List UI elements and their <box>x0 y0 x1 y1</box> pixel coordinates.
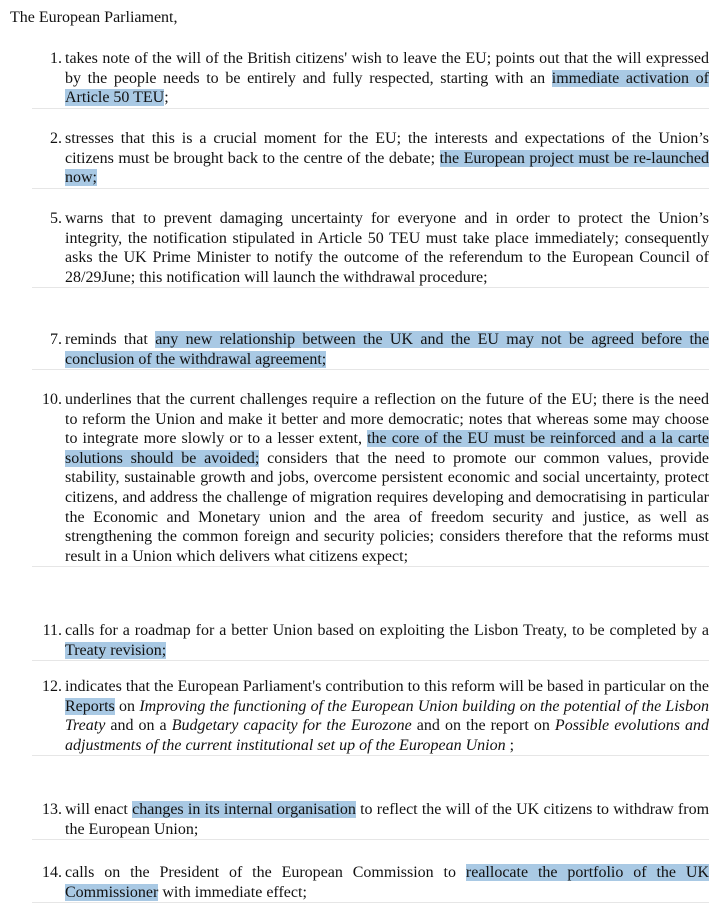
paragraph-text <box>65 621 709 660</box>
paragraph-text <box>65 863 709 902</box>
paragraph-10 <box>32 390 709 567</box>
paragraph-11 <box>32 621 709 661</box>
italic-title-text: Budgetary capacity for the Eurozone <box>171 717 412 735</box>
paragraph-13 <box>32 800 709 840</box>
text-segment: with immediate effect; <box>158 883 307 901</box>
paragraph-text <box>65 209 709 287</box>
paragraph-number: 5. <box>50 210 62 227</box>
text-segment: on <box>114 697 140 715</box>
paragraph-14 <box>32 863 709 903</box>
paragraph-7 <box>32 330 709 370</box>
text-segment: reminds that <box>65 331 156 348</box>
text-segment: will enact <box>65 801 133 818</box>
highlighted-text: changes in its internal organisation <box>132 801 356 818</box>
paragraph-number: 7. <box>50 331 62 348</box>
paragraph-text <box>65 330 709 369</box>
text-segment: stresses that this is a crucial moment for the EU; the interests and expectations of the Union’s citizens must be brought back to the centre of the debate; <box>65 130 709 167</box>
paragraph-number: 2. <box>50 130 62 147</box>
text-segment: takes note of the will of the British citizens' wish to leave the EU; points out that the will expressed by the people needs to be entirely and fully respected, starting with an <box>65 50 709 87</box>
text-segment: calls for a roadmap for a better Union based on exploiting the Lisbon Treaty, to be completed by a <box>65 622 709 639</box>
highlighted-text: reallocate the portfolio of the UK Commissioner <box>65 864 709 901</box>
italic-title-text: Possible evolutions and adjustments of the current institutional set up of the European Union <box>65 717 710 754</box>
paragraph-number: 1. <box>50 50 62 67</box>
italic-title-text: Improving the functioning of the European Union building on the potential of the Lisbon Treaty <box>65 697 710 735</box>
paragraph-5 <box>32 209 709 288</box>
text-segment: ; <box>505 736 515 754</box>
paragraph-text <box>65 677 709 755</box>
text-segment: considers that the need to promote our common values, provide stability, sustainable growth and jobs, overcome persistent economic and social uncertainty, protect citizens, and address the challenge of migration requires developing and democratising in particular the Economic and Monetary union and the area of freedom security and justice, as well as strengthening the common foreign and security policies; considers therefore that the reforms must result in a Union which delivers what citizens expect; <box>65 449 710 565</box>
paragraph-2 <box>32 129 709 189</box>
highlighted-text: Reports <box>65 697 115 715</box>
highlighted-text: Treaty revision; <box>65 641 167 659</box>
paragraph-number: 14. <box>42 864 62 881</box>
text-segment: warns that to prevent damaging uncertainty for everyone and in order to protect the Union’s integrity, the notification stipulated in Article 50 TEU must take place immediately; consequently asks the UK Prime Minister to notify the outcome of the referendum to the European Council of 28/29June; this notification will launch the withdrawal procedure; <box>65 210 709 286</box>
paragraph-text <box>65 49 709 108</box>
paragraph-number: 12. <box>42 678 62 695</box>
text-segment: and on a <box>105 717 172 735</box>
text-segment: to reflect the will of the UK citizens to withdraw from the European Union; <box>65 801 710 838</box>
paragraph-12 <box>32 677 709 756</box>
paragraph-text <box>65 800 709 839</box>
paragraph-number: 13. <box>42 801 62 818</box>
paragraph-number: 10. <box>42 391 62 408</box>
document-heading: The European Parliament, <box>10 9 178 26</box>
text-segment: calls on the President of the European Commission to <box>65 864 466 881</box>
text-segment: underlines that the current challenges require a reflection on the future of the EU; there is the need to reform the Union and make it better and more democratic; notes that whereas some may choose to integrate more slowly or to a lesser extent, <box>65 391 709 448</box>
highlighted-text: any new relationship between the UK and the EU may not be agreed before the conclusion of the withdrawal agreement; <box>65 331 709 368</box>
paragraph-text <box>65 390 709 566</box>
paragraph-text <box>65 129 709 188</box>
highlighted-text: immediate activation of Article 50 TEU <box>65 69 709 107</box>
highlighted-text: the core of the EU must be reinforced and a la carte solutions should be avoided; <box>65 430 710 467</box>
paragraph-number: 11. <box>42 622 62 639</box>
text-segment: and on the report on <box>411 717 555 735</box>
paragraph-1 <box>32 49 709 109</box>
text-segment: indicates that the European Parliament's contribution to this reform will be based in particular on the <box>65 678 709 695</box>
text-segment: ; <box>164 89 169 107</box>
highlighted-text: the European project must be re-launched now; <box>65 149 710 187</box>
